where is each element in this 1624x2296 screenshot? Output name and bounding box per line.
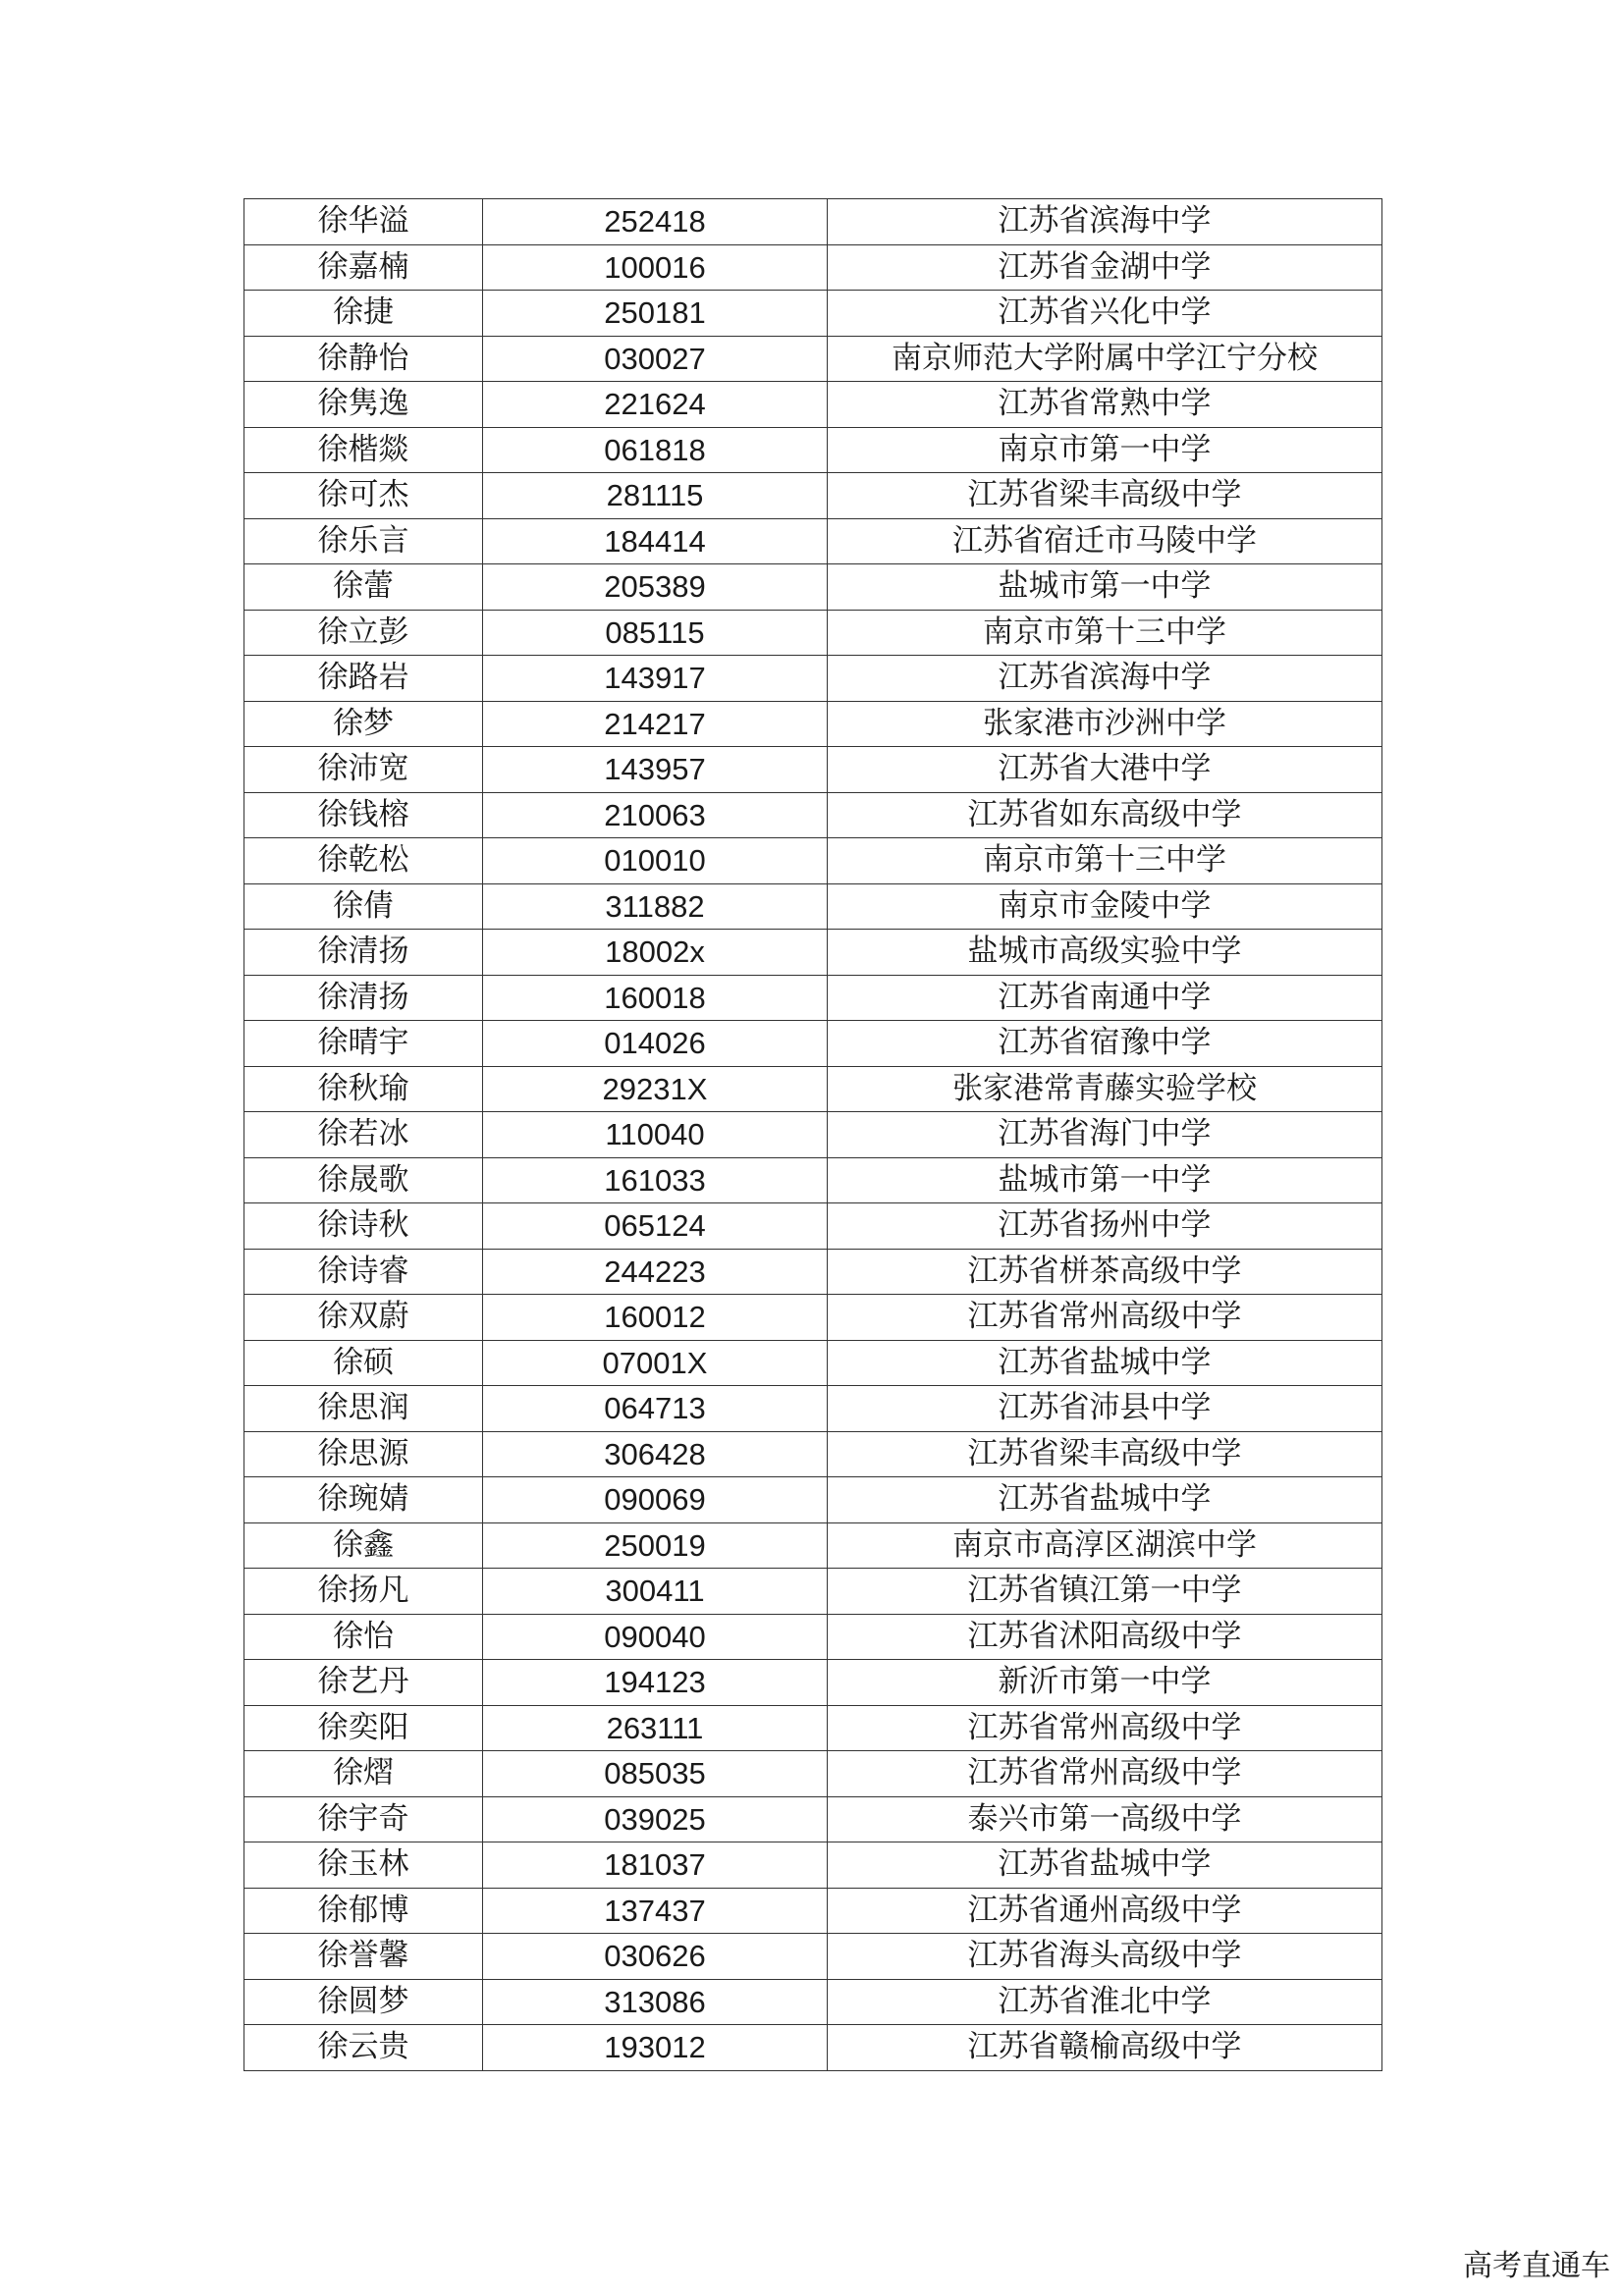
student-name-cell: 徐云贵 (244, 2025, 483, 2071)
student-name-cell: 徐立彭 (244, 610, 483, 656)
school-name-cell: 江苏省海门中学 (828, 1112, 1382, 1158)
student-name-cell: 徐诗秋 (244, 1203, 483, 1250)
school-name-cell: 江苏省通州高级中学 (828, 1888, 1382, 1934)
student-id-cell: 160012 (483, 1295, 828, 1341)
student-id-cell: 313086 (483, 1979, 828, 2025)
school-name-cell: 江苏省如东高级中学 (828, 792, 1382, 838)
table-row (244, 1157, 1382, 1203)
student-name-cell: 徐玉林 (244, 1842, 483, 1889)
student-name-cell: 徐思源 (244, 1431, 483, 1477)
student-name-cell: 徐嘉楠 (244, 244, 483, 291)
student-name-cell: 徐晴宇 (244, 1021, 483, 1067)
table-row (244, 1934, 1382, 1980)
school-name-cell: 张家港市沙洲中学 (828, 701, 1382, 747)
table-row (244, 518, 1382, 564)
student-name-cell: 徐琬婧 (244, 1477, 483, 1523)
table-row (244, 244, 1382, 291)
school-name-cell: 南京市第一中学 (828, 427, 1382, 473)
school-name-cell: 江苏省梁丰高级中学 (828, 1431, 1382, 1477)
table-row (244, 1842, 1382, 1889)
table-row (244, 1021, 1382, 1067)
student-name-cell: 徐圆梦 (244, 1979, 483, 2025)
student-id-cell: 300411 (483, 1569, 828, 1615)
school-name-cell: 盐城市高级实验中学 (828, 930, 1382, 976)
student-name-cell: 徐清扬 (244, 975, 483, 1021)
table-row (244, 291, 1382, 337)
student-name-cell: 徐鑫 (244, 1522, 483, 1569)
school-name-cell: 江苏省滨海中学 (828, 656, 1382, 702)
school-name-cell: 盐城市第一中学 (828, 1157, 1382, 1203)
student-id-cell: 214217 (483, 701, 828, 747)
school-name-cell: 江苏省南通中学 (828, 975, 1382, 1021)
student-name-cell: 徐楷燚 (244, 427, 483, 473)
student-name-cell: 徐晟歌 (244, 1157, 483, 1203)
school-name-cell: 江苏省兴化中学 (828, 291, 1382, 337)
student-id-cell: 306428 (483, 1431, 828, 1477)
table-row (244, 930, 1382, 976)
student-id-cell: 205389 (483, 564, 828, 611)
student-id-cell: 061818 (483, 427, 828, 473)
student-name-cell: 徐倩 (244, 883, 483, 930)
student-name-cell: 徐若冰 (244, 1112, 483, 1158)
table-row (244, 1112, 1382, 1158)
student-id-cell: 194123 (483, 1660, 828, 1706)
school-name-cell: 江苏省滨海中学 (828, 199, 1382, 245)
roster-body (244, 199, 1382, 2071)
table-row (244, 1249, 1382, 1295)
school-name-cell: 江苏省淮北中学 (828, 1979, 1382, 2025)
student-id-cell: 210063 (483, 792, 828, 838)
table-row (244, 1477, 1382, 1523)
student-id-cell: 181037 (483, 1842, 828, 1889)
table-row (244, 427, 1382, 473)
school-name-cell: 江苏省常熟中学 (828, 382, 1382, 428)
table-row (244, 1431, 1382, 1477)
school-name-cell: 新沂市第一中学 (828, 1660, 1382, 1706)
student-name-cell: 徐捷 (244, 291, 483, 337)
table-row (244, 199, 1382, 245)
watermark: 高考直通车 (1463, 2249, 1610, 2283)
student-id-cell: 143917 (483, 656, 828, 702)
student-id-cell: 090040 (483, 1614, 828, 1660)
table-row (244, 1386, 1382, 1432)
student-name-cell: 徐梦 (244, 701, 483, 747)
table-row (244, 1569, 1382, 1615)
student-name-cell: 徐扬凡 (244, 1569, 483, 1615)
student-name-cell: 徐静怡 (244, 336, 483, 382)
student-id-cell: 030626 (483, 1934, 828, 1980)
student-id-cell: 161033 (483, 1157, 828, 1203)
table-row (244, 883, 1382, 930)
student-name-cell: 徐郁博 (244, 1888, 483, 1934)
student-id-cell: 250181 (483, 291, 828, 337)
student-id-cell: 184414 (483, 518, 828, 564)
student-id-cell: 18002x (483, 930, 828, 976)
school-name-cell: 江苏省盐城中学 (828, 1477, 1382, 1523)
student-id-cell: 090069 (483, 1477, 828, 1523)
student-name-cell: 徐蕾 (244, 564, 483, 611)
student-name-cell: 徐思润 (244, 1386, 483, 1432)
school-name-cell: 江苏省金湖中学 (828, 244, 1382, 291)
student-id-cell: 110040 (483, 1112, 828, 1158)
table-row (244, 1295, 1382, 1341)
student-id-cell: 221624 (483, 382, 828, 428)
student-name-cell: 徐誉馨 (244, 1934, 483, 1980)
student-id-cell: 29231X (483, 1066, 828, 1112)
table-row (244, 1522, 1382, 1569)
student-name-cell: 徐隽逸 (244, 382, 483, 428)
student-id-cell: 281115 (483, 473, 828, 519)
school-name-cell: 盐城市第一中学 (828, 564, 1382, 611)
student-id-cell: 311882 (483, 883, 828, 930)
student-id-cell: 250019 (483, 1522, 828, 1569)
student-id-cell: 143957 (483, 747, 828, 793)
student-name-cell: 徐可杰 (244, 473, 483, 519)
table-row (244, 610, 1382, 656)
student-name-cell: 徐诗睿 (244, 1249, 483, 1295)
school-name-cell: 南京市高淳区湖滨中学 (828, 1522, 1382, 1569)
school-name-cell: 江苏省常州高级中学 (828, 1705, 1382, 1751)
student-name-cell: 徐钱榕 (244, 792, 483, 838)
student-id-cell: 193012 (483, 2025, 828, 2071)
school-name-cell: 江苏省盐城中学 (828, 1340, 1382, 1386)
student-name-cell: 徐乾松 (244, 838, 483, 884)
table-row (244, 336, 1382, 382)
student-name-cell: 徐硕 (244, 1340, 483, 1386)
student-name-cell: 徐怡 (244, 1614, 483, 1660)
table-row (244, 1751, 1382, 1797)
student-id-cell: 014026 (483, 1021, 828, 1067)
school-name-cell: 南京市第十三中学 (828, 838, 1382, 884)
student-id-cell: 244223 (483, 1249, 828, 1295)
student-id-cell: 064713 (483, 1386, 828, 1432)
table-row (244, 1705, 1382, 1751)
school-name-cell: 江苏省赣榆高级中学 (828, 2025, 1382, 2071)
table-row (244, 382, 1382, 428)
student-name-cell: 徐艺丹 (244, 1660, 483, 1706)
table-row (244, 1614, 1382, 1660)
table-row (244, 656, 1382, 702)
roster-table (244, 198, 1382, 2071)
student-id-cell: 039025 (483, 1796, 828, 1842)
table-row (244, 473, 1382, 519)
school-name-cell: 江苏省海头高级中学 (828, 1934, 1382, 1980)
student-id-cell: 065124 (483, 1203, 828, 1250)
table-row (244, 1340, 1382, 1386)
school-name-cell: 江苏省盐城中学 (828, 1842, 1382, 1889)
student-id-cell: 010010 (483, 838, 828, 884)
table-row (244, 1203, 1382, 1250)
school-name-cell: 江苏省常州高级中学 (828, 1751, 1382, 1797)
school-name-cell: 张家港常青藤实验学校 (828, 1066, 1382, 1112)
student-name-cell: 徐乐言 (244, 518, 483, 564)
school-name-cell: 江苏省大港中学 (828, 747, 1382, 793)
school-name-cell: 南京市第十三中学 (828, 610, 1382, 656)
table-row (244, 1796, 1382, 1842)
student-id-cell: 030027 (483, 336, 828, 382)
school-name-cell: 南京师范大学附属中学江宁分校 (828, 336, 1382, 382)
school-name-cell: 江苏省扬州中学 (828, 1203, 1382, 1250)
table-row (244, 701, 1382, 747)
school-name-cell: 江苏省沛县中学 (828, 1386, 1382, 1432)
school-name-cell: 江苏省梁丰高级中学 (828, 473, 1382, 519)
table-row (244, 1979, 1382, 2025)
student-name-cell: 徐秋瑜 (244, 1066, 483, 1112)
school-name-cell: 江苏省宿迁市马陵中学 (828, 518, 1382, 564)
student-name-cell: 徐华溢 (244, 199, 483, 245)
student-name-cell: 徐清扬 (244, 930, 483, 976)
student-id-cell: 160018 (483, 975, 828, 1021)
student-id-cell: 137437 (483, 1888, 828, 1934)
table-row (244, 1888, 1382, 1934)
table-row (244, 564, 1382, 611)
student-name-cell: 徐沛宽 (244, 747, 483, 793)
student-name-cell: 徐路岩 (244, 656, 483, 702)
student-id-cell: 252418 (483, 199, 828, 245)
student-name-cell: 徐宇奇 (244, 1796, 483, 1842)
table-row (244, 1066, 1382, 1112)
table-row (244, 838, 1382, 884)
table-row (244, 1660, 1382, 1706)
school-name-cell: 南京市金陵中学 (828, 883, 1382, 930)
student-name-cell: 徐奕阳 (244, 1705, 483, 1751)
student-id-cell: 07001X (483, 1340, 828, 1386)
school-name-cell: 泰兴市第一高级中学 (828, 1796, 1382, 1842)
student-id-cell: 085115 (483, 610, 828, 656)
table-row (244, 747, 1382, 793)
student-id-cell: 085035 (483, 1751, 828, 1797)
school-name-cell: 江苏省镇江第一中学 (828, 1569, 1382, 1615)
school-name-cell: 江苏省常州高级中学 (828, 1295, 1382, 1341)
school-name-cell: 江苏省栟茶高级中学 (828, 1249, 1382, 1295)
table-row (244, 792, 1382, 838)
student-id-cell: 263111 (483, 1705, 828, 1751)
table-row (244, 975, 1382, 1021)
table-row (244, 2025, 1382, 2071)
school-name-cell: 江苏省宿豫中学 (828, 1021, 1382, 1067)
student-name-cell: 徐双蔚 (244, 1295, 483, 1341)
student-id-cell: 100016 (483, 244, 828, 291)
school-name-cell: 江苏省沭阳高级中学 (828, 1614, 1382, 1660)
student-name-cell: 徐熠 (244, 1751, 483, 1797)
